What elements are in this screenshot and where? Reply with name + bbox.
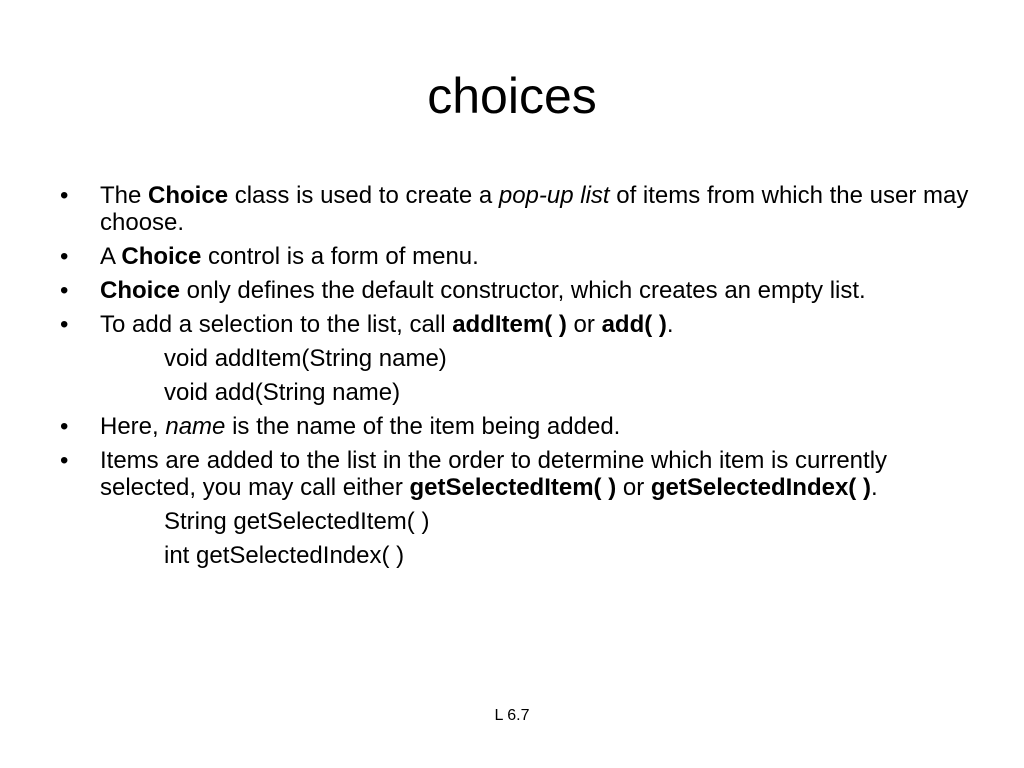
slide-title: choices <box>427 68 597 124</box>
text-segment: only defines the default constructor, which creates an empty list. <box>180 277 866 304</box>
bold-term: add( ) <box>601 311 667 338</box>
bullet-item-add-selection <box>60 311 970 338</box>
bullet-item-constructor <box>60 277 970 304</box>
bullet-icon: • <box>60 413 69 440</box>
bullet-item-choice-class <box>60 182 970 236</box>
code-line-getselecteditem: String getSelectedItem( ) <box>164 508 430 535</box>
bold-term: addItem( ) <box>452 311 567 338</box>
bold-term: getSelectedIndex( ) <box>650 474 871 501</box>
bold-term: Choice <box>121 243 202 270</box>
text-segment: To add a selection to the list, call <box>100 311 453 338</box>
text-segment: control is a form of menu. <box>201 243 479 270</box>
text-segment: A <box>100 243 122 270</box>
italic-term: pop-up list <box>498 182 610 209</box>
bullet-icon: • <box>60 277 69 304</box>
text-segment: . <box>870 474 878 501</box>
text-segment: Items are added to the list in the order to determine which item is currently selected, you may call either <box>100 447 888 501</box>
bullet-icon: • <box>60 182 69 209</box>
bullet-item-choice-control <box>60 243 970 270</box>
text-segment: or <box>616 474 651 501</box>
code-line-getselectedindex: int getSelectedIndex( ) <box>164 542 405 569</box>
bullet-icon: • <box>60 311 69 338</box>
text-segment: or <box>566 311 602 338</box>
text-segment: is the name of the item being added. <box>225 413 621 440</box>
text-segment: Here, <box>100 413 166 440</box>
bullet-icon: • <box>60 447 69 474</box>
bullet-icon: • <box>60 243 69 270</box>
italic-term: name <box>165 413 226 440</box>
code-line-add: void add(String name) <box>164 379 401 406</box>
text-segment: . <box>666 311 674 338</box>
bold-term: Choice <box>100 277 181 304</box>
bold-term: getSelectedItem( ) <box>409 474 617 501</box>
code-line-additem: void addItem(String name) <box>164 345 447 372</box>
text-segment: class is used to create a <box>228 182 499 209</box>
slide-number: L 6.7 <box>494 707 530 724</box>
bullet-item-selected <box>60 447 970 501</box>
bullet-item-name-param <box>60 413 970 440</box>
text-segment: of items from which the user may choose. <box>100 182 969 236</box>
text-segment: The <box>100 182 149 209</box>
bullet-list <box>60 182 970 576</box>
bold-term: Choice <box>148 182 229 209</box>
